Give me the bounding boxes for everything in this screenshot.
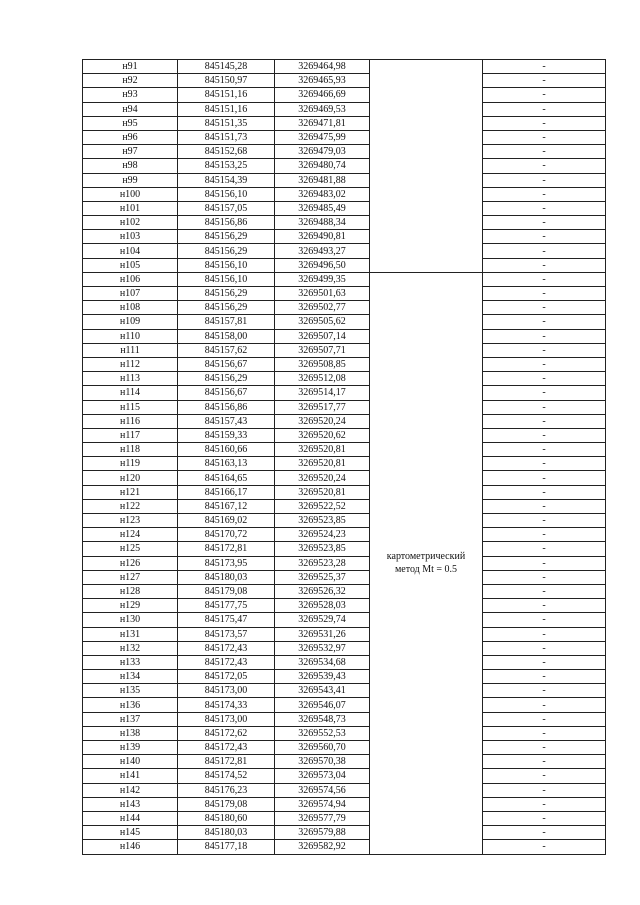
table-row (83, 528, 606, 542)
table-row (83, 230, 606, 244)
table-row (83, 826, 606, 840)
x-coordinate-cell: 845156,10 (178, 258, 275, 272)
table-row (83, 357, 606, 371)
note-cell: - (483, 797, 606, 811)
point-name-cell: н91 (83, 60, 178, 74)
x-coordinate-cell: 845180,60 (178, 811, 275, 825)
note-cell: - (483, 428, 606, 442)
y-coordinate-cell: 3269496,50 (275, 258, 370, 272)
y-coordinate-cell: 3269507,14 (275, 329, 370, 343)
table-row (83, 258, 606, 272)
x-coordinate-cell: 845173,95 (178, 556, 275, 570)
x-coordinate-cell: 845145,28 (178, 60, 275, 74)
y-coordinate-cell: 3269501,63 (275, 287, 370, 301)
table-row (83, 613, 606, 627)
point-name-cell: н96 (83, 130, 178, 144)
coordinates-table (82, 59, 606, 855)
x-coordinate-cell: 845163,13 (178, 457, 275, 471)
x-coordinate-cell: 845156,67 (178, 357, 275, 371)
note-cell: - (483, 329, 606, 343)
note-cell: - (483, 244, 606, 258)
table-row (83, 584, 606, 598)
note-cell: - (483, 272, 606, 286)
x-coordinate-cell: 845159,33 (178, 428, 275, 442)
method-cell-empty (370, 60, 483, 273)
x-coordinate-cell: 845173,00 (178, 712, 275, 726)
coordinates-table-body (83, 60, 606, 855)
x-coordinate-cell: 845166,17 (178, 485, 275, 499)
method-cell (370, 272, 483, 854)
table-row (83, 485, 606, 499)
point-name-cell: н93 (83, 88, 178, 102)
note-cell: - (483, 584, 606, 598)
x-coordinate-cell: 845175,47 (178, 613, 275, 627)
point-name-cell: н117 (83, 428, 178, 442)
x-coordinate-cell: 845169,02 (178, 514, 275, 528)
table-row (83, 301, 606, 315)
note-cell: - (483, 372, 606, 386)
y-coordinate-cell: 3269514,17 (275, 386, 370, 400)
point-name-cell: н97 (83, 145, 178, 159)
x-coordinate-cell: 845160,66 (178, 443, 275, 457)
y-coordinate-cell: 3269469,53 (275, 102, 370, 116)
point-name-cell: н102 (83, 216, 178, 230)
note-cell: - (483, 145, 606, 159)
point-name-cell: н101 (83, 201, 178, 215)
y-coordinate-cell: 3269520,24 (275, 414, 370, 428)
note-cell: - (483, 542, 606, 556)
point-name-cell: н144 (83, 811, 178, 825)
y-coordinate-cell: 3269523,85 (275, 542, 370, 556)
note-cell: - (483, 443, 606, 457)
note-cell: - (483, 684, 606, 698)
x-coordinate-cell: 845157,81 (178, 315, 275, 329)
note-cell: - (483, 216, 606, 230)
note-cell: - (483, 485, 606, 499)
x-coordinate-cell: 845156,10 (178, 272, 275, 286)
y-coordinate-cell: 3269529,74 (275, 613, 370, 627)
note-cell: - (483, 726, 606, 740)
note-cell: - (483, 414, 606, 428)
point-name-cell: н145 (83, 826, 178, 840)
point-name-cell: н103 (83, 230, 178, 244)
y-coordinate-cell: 3269471,81 (275, 116, 370, 130)
y-coordinate-cell: 3269481,88 (275, 173, 370, 187)
x-coordinate-cell: 845172,43 (178, 655, 275, 669)
note-cell: - (483, 670, 606, 684)
x-coordinate-cell: 845172,81 (178, 542, 275, 556)
x-coordinate-cell: 845172,43 (178, 641, 275, 655)
table-row (83, 627, 606, 641)
note-cell: - (483, 599, 606, 613)
note-cell: - (483, 570, 606, 584)
y-coordinate-cell: 3269508,85 (275, 357, 370, 371)
x-coordinate-cell: 845174,33 (178, 698, 275, 712)
table-row (83, 244, 606, 258)
note-cell: - (483, 698, 606, 712)
note-cell: - (483, 655, 606, 669)
table-row (83, 783, 606, 797)
table-row (83, 201, 606, 215)
point-name-cell: н143 (83, 797, 178, 811)
note-cell: - (483, 315, 606, 329)
note-cell: - (483, 769, 606, 783)
table-row (83, 159, 606, 173)
note-cell: - (483, 471, 606, 485)
y-coordinate-cell: 3269466,69 (275, 88, 370, 102)
table-row (83, 74, 606, 88)
table-row (83, 315, 606, 329)
note-cell: - (483, 116, 606, 130)
point-name-cell: н112 (83, 357, 178, 371)
note-cell: - (483, 60, 606, 74)
x-coordinate-cell: 845151,16 (178, 88, 275, 102)
point-name-cell: н127 (83, 570, 178, 584)
table-row (83, 386, 606, 400)
table-row (83, 88, 606, 102)
y-coordinate-cell: 3269520,62 (275, 428, 370, 442)
table-row (83, 130, 606, 144)
note-cell: - (483, 343, 606, 357)
point-name-cell: н124 (83, 528, 178, 542)
note-cell: - (483, 783, 606, 797)
table-row (83, 556, 606, 570)
y-coordinate-cell: 3269480,74 (275, 159, 370, 173)
y-coordinate-cell: 3269573,04 (275, 769, 370, 783)
note-cell: - (483, 528, 606, 542)
note-cell: - (483, 840, 606, 854)
point-name-cell: н111 (83, 343, 178, 357)
point-name-cell: н121 (83, 485, 178, 499)
point-name-cell: н122 (83, 499, 178, 513)
y-coordinate-cell: 3269560,70 (275, 741, 370, 755)
y-coordinate-cell: 3269582,92 (275, 840, 370, 854)
y-coordinate-cell: 3269499,35 (275, 272, 370, 286)
table-row (83, 287, 606, 301)
point-name-cell: н141 (83, 769, 178, 783)
table-row (83, 655, 606, 669)
table-row (83, 698, 606, 712)
y-coordinate-cell: 3269528,03 (275, 599, 370, 613)
y-coordinate-cell: 3269532,97 (275, 641, 370, 655)
point-name-cell: н100 (83, 187, 178, 201)
point-name-cell: н131 (83, 627, 178, 641)
table-row (83, 811, 606, 825)
note-cell: - (483, 357, 606, 371)
point-name-cell: н98 (83, 159, 178, 173)
point-name-cell: н107 (83, 287, 178, 301)
table-row (83, 499, 606, 513)
x-coordinate-cell: 845158,00 (178, 329, 275, 343)
point-name-cell: н116 (83, 414, 178, 428)
point-name-cell: н123 (83, 514, 178, 528)
table-row (83, 428, 606, 442)
note-cell: - (483, 102, 606, 116)
point-name-cell: н125 (83, 542, 178, 556)
x-coordinate-cell: 845167,12 (178, 499, 275, 513)
y-coordinate-cell: 3269512,08 (275, 372, 370, 386)
table-row (83, 343, 606, 357)
x-coordinate-cell: 845150,97 (178, 74, 275, 88)
x-coordinate-cell: 845157,43 (178, 414, 275, 428)
note-cell: - (483, 187, 606, 201)
point-name-cell: н134 (83, 670, 178, 684)
note-cell: - (483, 386, 606, 400)
table-row (83, 60, 606, 74)
table-row (83, 840, 606, 854)
table-row (83, 570, 606, 584)
y-coordinate-cell: 3269517,77 (275, 400, 370, 414)
y-coordinate-cell: 3269464,98 (275, 60, 370, 74)
note-cell: - (483, 741, 606, 755)
table-row (83, 457, 606, 471)
note-cell: - (483, 613, 606, 627)
table-row (83, 741, 606, 755)
table-row (83, 443, 606, 457)
note-cell: - (483, 627, 606, 641)
note-cell: - (483, 287, 606, 301)
x-coordinate-cell: 845154,39 (178, 173, 275, 187)
point-name-cell: н99 (83, 173, 178, 187)
note-cell: - (483, 130, 606, 144)
point-name-cell: н135 (83, 684, 178, 698)
x-coordinate-cell: 845156,29 (178, 244, 275, 258)
table-row (83, 414, 606, 428)
table-row (83, 755, 606, 769)
note-cell: - (483, 230, 606, 244)
table-row (83, 329, 606, 343)
table-row (83, 641, 606, 655)
table-row (83, 599, 606, 613)
point-name-cell: н119 (83, 457, 178, 471)
x-coordinate-cell: 845156,29 (178, 287, 275, 301)
x-coordinate-cell: 845170,72 (178, 528, 275, 542)
y-coordinate-cell: 3269539,43 (275, 670, 370, 684)
y-coordinate-cell: 3269525,37 (275, 570, 370, 584)
point-name-cell: н140 (83, 755, 178, 769)
table-row (83, 542, 606, 556)
x-coordinate-cell: 845180,03 (178, 826, 275, 840)
x-coordinate-cell: 845179,08 (178, 584, 275, 598)
x-coordinate-cell: 845172,43 (178, 741, 275, 755)
note-cell: - (483, 201, 606, 215)
y-coordinate-cell: 3269574,94 (275, 797, 370, 811)
y-coordinate-cell: 3269552,53 (275, 726, 370, 740)
table-row (83, 272, 606, 286)
note-cell: - (483, 811, 606, 825)
point-name-cell: н146 (83, 840, 178, 854)
point-name-cell: н95 (83, 116, 178, 130)
note-cell: - (483, 159, 606, 173)
table-row (83, 145, 606, 159)
y-coordinate-cell: 3269531,26 (275, 627, 370, 641)
table-row (83, 173, 606, 187)
point-name-cell: н115 (83, 400, 178, 414)
table-row (83, 372, 606, 386)
x-coordinate-cell: 845172,62 (178, 726, 275, 740)
y-coordinate-cell: 3269465,93 (275, 74, 370, 88)
y-coordinate-cell: 3269485,49 (275, 201, 370, 215)
table-row (83, 670, 606, 684)
table-row (83, 187, 606, 201)
note-cell: - (483, 556, 606, 570)
point-name-cell: н94 (83, 102, 178, 116)
point-name-cell: н104 (83, 244, 178, 258)
y-coordinate-cell: 3269579,88 (275, 826, 370, 840)
point-name-cell: н92 (83, 74, 178, 88)
y-coordinate-cell: 3269479,03 (275, 145, 370, 159)
point-name-cell: н136 (83, 698, 178, 712)
y-coordinate-cell: 3269488,34 (275, 216, 370, 230)
table-row (83, 797, 606, 811)
point-name-cell: н139 (83, 741, 178, 755)
y-coordinate-cell: 3269523,85 (275, 514, 370, 528)
y-coordinate-cell: 3269507,71 (275, 343, 370, 357)
y-coordinate-cell: 3269493,27 (275, 244, 370, 258)
y-coordinate-cell: 3269520,24 (275, 471, 370, 485)
y-coordinate-cell: 3269483,02 (275, 187, 370, 201)
x-coordinate-cell: 845172,05 (178, 670, 275, 684)
table-row (83, 684, 606, 698)
method-accuracy-text: метод Mt = 0.5 (394, 564, 458, 576)
x-coordinate-cell: 845156,29 (178, 372, 275, 386)
point-name-cell: н105 (83, 258, 178, 272)
note-cell: - (483, 400, 606, 414)
y-coordinate-cell: 3269524,23 (275, 528, 370, 542)
x-coordinate-cell: 845157,05 (178, 201, 275, 215)
method-name-text: картометрический (386, 551, 466, 563)
point-name-cell: н129 (83, 599, 178, 613)
point-name-cell: н128 (83, 584, 178, 598)
y-coordinate-cell: 3269475,99 (275, 130, 370, 144)
point-name-cell: н118 (83, 443, 178, 457)
point-name-cell: н120 (83, 471, 178, 485)
x-coordinate-cell: 845180,03 (178, 570, 275, 584)
table-row (83, 514, 606, 528)
note-cell: - (483, 641, 606, 655)
note-cell: - (483, 826, 606, 840)
table-row (83, 102, 606, 116)
y-coordinate-cell: 3269505,62 (275, 315, 370, 329)
point-name-cell: н108 (83, 301, 178, 315)
table-row (83, 116, 606, 130)
x-coordinate-cell: 845173,57 (178, 627, 275, 641)
x-coordinate-cell: 845176,23 (178, 783, 275, 797)
point-name-cell: н138 (83, 726, 178, 740)
note-cell: - (483, 301, 606, 315)
y-coordinate-cell: 3269502,77 (275, 301, 370, 315)
y-coordinate-cell: 3269490,81 (275, 230, 370, 244)
x-coordinate-cell: 845174,52 (178, 769, 275, 783)
point-name-cell: н106 (83, 272, 178, 286)
y-coordinate-cell: 3269543,41 (275, 684, 370, 698)
x-coordinate-cell: 845164,65 (178, 471, 275, 485)
table-row (83, 216, 606, 230)
x-coordinate-cell: 845151,35 (178, 116, 275, 130)
x-coordinate-cell: 845151,16 (178, 102, 275, 116)
note-cell: - (483, 88, 606, 102)
y-coordinate-cell: 3269546,07 (275, 698, 370, 712)
x-coordinate-cell: 845157,62 (178, 343, 275, 357)
table-row (83, 769, 606, 783)
y-coordinate-cell: 3269520,81 (275, 443, 370, 457)
point-name-cell: н114 (83, 386, 178, 400)
point-name-cell: н126 (83, 556, 178, 570)
x-coordinate-cell: 845156,29 (178, 301, 275, 315)
x-coordinate-cell: 845179,08 (178, 797, 275, 811)
x-coordinate-cell: 845156,10 (178, 187, 275, 201)
note-cell: - (483, 514, 606, 528)
y-coordinate-cell: 3269522,52 (275, 499, 370, 513)
x-coordinate-cell: 845172,81 (178, 755, 275, 769)
y-coordinate-cell: 3269574,56 (275, 783, 370, 797)
x-coordinate-cell: 845173,00 (178, 684, 275, 698)
y-coordinate-cell: 3269534,68 (275, 655, 370, 669)
note-cell: - (483, 74, 606, 88)
y-coordinate-cell: 3269577,79 (275, 811, 370, 825)
note-cell: - (483, 712, 606, 726)
point-name-cell: н142 (83, 783, 178, 797)
note-cell: - (483, 755, 606, 769)
y-coordinate-cell: 3269570,38 (275, 755, 370, 769)
note-cell: - (483, 457, 606, 471)
point-name-cell: н110 (83, 329, 178, 343)
y-coordinate-cell: 3269520,81 (275, 485, 370, 499)
x-coordinate-cell: 845156,67 (178, 386, 275, 400)
point-name-cell: н133 (83, 655, 178, 669)
x-coordinate-cell: 845156,86 (178, 216, 275, 230)
point-name-cell: н113 (83, 372, 178, 386)
point-name-cell: н137 (83, 712, 178, 726)
coordinates-table-sheet (82, 59, 605, 855)
x-coordinate-cell: 845156,29 (178, 230, 275, 244)
note-cell: - (483, 258, 606, 272)
y-coordinate-cell: 3269548,73 (275, 712, 370, 726)
x-coordinate-cell: 845151,73 (178, 130, 275, 144)
note-cell: - (483, 173, 606, 187)
table-row (83, 471, 606, 485)
x-coordinate-cell: 845177,18 (178, 840, 275, 854)
x-coordinate-cell: 845156,86 (178, 400, 275, 414)
x-coordinate-cell: 845152,68 (178, 145, 275, 159)
x-coordinate-cell: 845177,75 (178, 599, 275, 613)
point-name-cell: н130 (83, 613, 178, 627)
point-name-cell: н109 (83, 315, 178, 329)
table-row (83, 726, 606, 740)
point-name-cell: н132 (83, 641, 178, 655)
y-coordinate-cell: 3269520,81 (275, 457, 370, 471)
x-coordinate-cell: 845153,25 (178, 159, 275, 173)
table-row (83, 712, 606, 726)
y-coordinate-cell: 3269523,28 (275, 556, 370, 570)
y-coordinate-cell: 3269526,32 (275, 584, 370, 598)
note-cell: - (483, 499, 606, 513)
table-row (83, 400, 606, 414)
